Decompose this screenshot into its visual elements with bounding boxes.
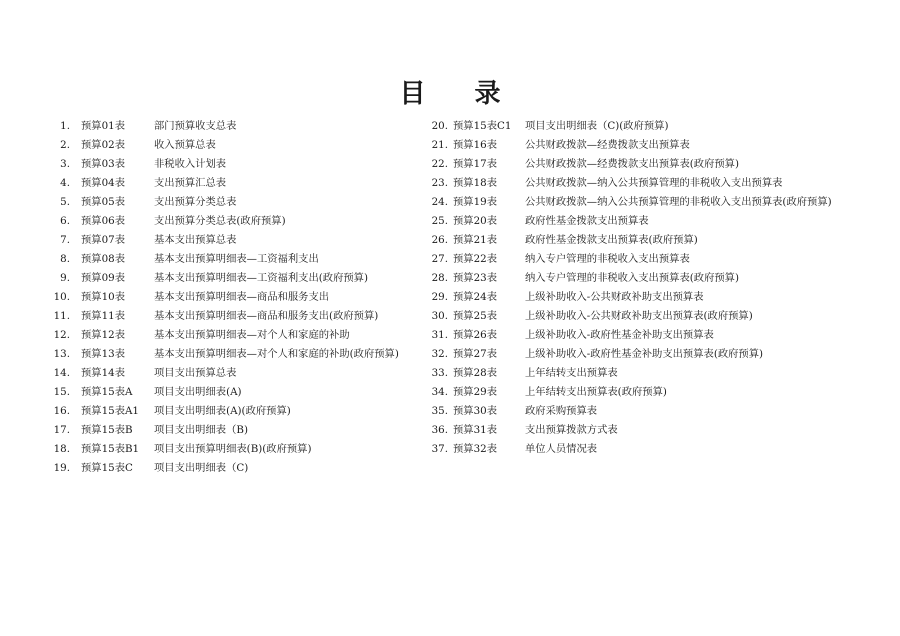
toc-entry-number: 2. — [60, 138, 70, 151]
toc-entry — [48, 211, 420, 230]
toc-entry-number: 1. — [60, 119, 70, 132]
toc-entry — [418, 268, 858, 287]
toc-entry-number: 5. — [60, 195, 70, 208]
toc-entry-name: 项目支出明细表（C)(政府预算) — [525, 119, 669, 132]
toc-entry — [418, 192, 858, 211]
toc-entry-number: 9. — [60, 271, 70, 284]
toc-entry-number: 11. — [53, 309, 70, 322]
toc-entry-name: 项目支出预算明细表(B)(政府预算) — [154, 443, 312, 456]
toc-entry — [418, 154, 858, 173]
toc-entry-code: 预算29表 — [453, 386, 497, 399]
toc-entry-number: 18. — [53, 443, 70, 456]
toc-entry-name: 上年结转支出预算表(政府预算) — [525, 386, 667, 399]
toc-entry — [418, 306, 858, 325]
toc-entry-name: 公共财政拨款—经费拨款支出预算表(政府预算) — [525, 157, 739, 170]
toc-entry-name: 支出预算汇总表 — [154, 176, 227, 189]
toc-entry — [418, 402, 858, 421]
toc-entry-code: 预算06表 — [81, 214, 125, 227]
toc-entry-code: 预算15表B — [81, 424, 133, 437]
toc-entry — [48, 249, 420, 268]
toc-entry-code: 预算17表 — [453, 157, 497, 170]
toc-entry-name: 基本支出预算明细表—商品和服务支出(政府预算) — [154, 309, 379, 322]
toc-entry-number: 33. — [431, 367, 448, 380]
toc-entry-name: 支出预算分类总表(政府预算) — [154, 214, 286, 227]
toc-entry-code: 预算15表C1 — [453, 119, 512, 132]
toc-entry-name: 项目支出预算总表 — [154, 367, 237, 380]
toc-entry-number: 14. — [53, 367, 70, 380]
toc-entry-code: 预算15表A1 — [81, 405, 139, 418]
toc-entry-code: 预算16表 — [453, 138, 497, 151]
toc-entry — [418, 440, 858, 459]
toc-entry-name: 项目支出明细表(A) — [154, 386, 242, 399]
toc-entry-code: 预算08表 — [81, 252, 125, 265]
toc-entry-number: 37. — [431, 443, 448, 456]
toc-entry — [48, 326, 420, 345]
toc-entry-number: 32. — [431, 348, 448, 361]
toc-left-column — [48, 116, 420, 478]
toc-entry-code: 预算31表 — [453, 424, 497, 437]
toc-entry — [48, 383, 420, 402]
toc-entry-name: 公共财政拨款—纳入公共预算管理的非税收入支出预算表(政府预算) — [525, 195, 832, 208]
toc-entry-code: 预算10表 — [81, 290, 125, 303]
toc-entry-number: 6. — [60, 214, 70, 227]
page-title: 目 录 — [399, 79, 521, 109]
toc-entry — [418, 249, 858, 268]
toc-entry-name: 项目支出明细表（B) — [154, 424, 248, 437]
toc-entry — [48, 287, 420, 306]
toc-entry-number: 8. — [60, 252, 70, 265]
toc-entry — [418, 230, 858, 249]
toc-entry — [418, 345, 858, 364]
toc-entry-code: 预算02表 — [81, 138, 125, 151]
toc-entry-code: 预算05表 — [81, 195, 125, 208]
toc-entry-name: 基本支出预算总表 — [154, 233, 237, 246]
toc-entry-number: 30. — [431, 309, 448, 322]
toc-entry-name: 政府性基金拨款支出预算表 — [525, 214, 649, 227]
toc-entry-number: 3. — [60, 157, 70, 170]
toc-entry-number: 23. — [431, 176, 448, 189]
toc-entry-name: 基本支出预算明细表—商品和服务支出 — [154, 290, 330, 303]
toc-entry-name: 纳入专户管理的非税收入支出预算表 — [525, 252, 690, 265]
toc-entry-name: 非税收入计划表 — [154, 157, 227, 170]
toc-entry-number: 22. — [431, 157, 448, 170]
toc-entry — [48, 154, 420, 173]
toc-entry — [48, 173, 420, 192]
toc-entry-code: 预算21表 — [453, 233, 497, 246]
toc-entry-code: 预算32表 — [453, 443, 497, 456]
toc-entry-number: 28. — [431, 271, 448, 284]
toc-entry-name: 基本支出预算明细表—工资福利支出 — [154, 252, 319, 265]
toc-entry-code: 预算26表 — [453, 329, 497, 342]
toc-entry-name: 支出预算分类总表 — [154, 195, 237, 208]
toc-right-column — [418, 116, 858, 459]
toc-entry-code: 预算24表 — [453, 290, 497, 303]
toc-entry-name: 基本支出预算明细表—对个人和家庭的补助(政府预算) — [154, 348, 399, 361]
toc-entry-number: 7. — [60, 233, 70, 246]
toc-entry-number: 36. — [431, 424, 448, 437]
toc-entry-code: 预算12表 — [81, 329, 125, 342]
toc-entry-number: 20. — [431, 119, 448, 132]
toc-entry-code: 预算20表 — [453, 214, 497, 227]
toc-entry — [48, 116, 420, 135]
toc-entry-name: 纳入专户管理的非税收入支出预算表(政府预算) — [525, 271, 739, 284]
toc-entry-code: 预算15表C — [81, 462, 133, 475]
toc-entry — [418, 287, 858, 306]
toc-entry-name: 上级补助收入-公共财政补助支出预算表 — [525, 290, 704, 303]
toc-entry-code: 预算11表 — [81, 309, 125, 322]
toc-entry-code: 预算07表 — [81, 233, 125, 246]
toc-entry — [418, 364, 858, 383]
toc-entry — [48, 135, 420, 154]
toc-entry-number: 19. — [53, 462, 70, 475]
toc-entry — [418, 135, 858, 154]
toc-entry-number: 17. — [53, 424, 70, 437]
toc-entry-name: 上年结转支出预算表 — [525, 367, 618, 380]
toc-entry-code: 预算23表 — [453, 271, 497, 284]
toc-entry-code: 预算15表A — [81, 386, 133, 399]
toc-entry — [48, 440, 420, 459]
toc-entry-number: 13. — [53, 348, 70, 361]
toc-entry — [48, 230, 420, 249]
toc-entry-number: 26. — [431, 233, 448, 246]
toc-entry — [48, 306, 420, 325]
toc-entry-code: 预算27表 — [453, 348, 497, 361]
toc-entry-number: 24. — [431, 195, 448, 208]
toc-entry-name: 部门预算收支总表 — [154, 119, 237, 132]
toc-entry — [48, 364, 420, 383]
toc-entry — [48, 268, 420, 287]
toc-entry-name: 上级补助收入-政府性基金补助支出预算表 — [525, 329, 714, 342]
toc-entry-number: 29. — [431, 290, 448, 303]
toc-entry-code: 预算03表 — [81, 157, 125, 170]
toc-entry-code: 预算25表 — [453, 309, 497, 322]
toc-entry — [48, 345, 420, 364]
toc-entry-name: 项目支出明细表(A)(政府预算) — [154, 405, 291, 418]
toc-entry — [48, 402, 420, 421]
toc-entry-name: 上级补助收入-政府性基金补助支出预算表(政府预算) — [525, 348, 764, 361]
toc-entry-code: 预算04表 — [81, 176, 125, 189]
toc-entry — [48, 192, 420, 211]
toc-entry-name: 上级补助收入-公共财政补助支出预算表(政府预算) — [525, 309, 753, 322]
toc-entry-name: 基本支出预算明细表—对个人和家庭的补助 — [154, 329, 350, 342]
toc-entry-name: 单位人员情况表 — [525, 443, 598, 456]
toc-entry — [418, 173, 858, 192]
toc-entry-code: 预算15表B1 — [81, 443, 140, 456]
toc-entry-name: 政府性基金拨款支出预算表(政府预算) — [525, 233, 698, 246]
toc-entry-name: 基本支出预算明细表—工资福利支出(政府预算) — [154, 271, 368, 284]
toc-entry-code: 预算22表 — [453, 252, 497, 265]
toc-entry-code: 预算30表 — [453, 405, 497, 418]
toc-entry-number: 12. — [53, 329, 70, 342]
toc-entry-code: 预算28表 — [453, 367, 497, 380]
toc-entry-code: 预算19表 — [453, 195, 497, 208]
toc-entry-name: 政府采购预算表 — [525, 405, 598, 418]
toc-entry-number: 34. — [431, 386, 448, 399]
toc-entry-number: 35. — [431, 405, 448, 418]
toc-entry-number: 25. — [431, 214, 448, 227]
toc-entry-name: 公共财政拨款—纳入公共预算管理的非税收入支出预算表 — [525, 176, 783, 189]
toc-entry-name: 项目支出明细表（C) — [154, 462, 249, 475]
toc-entry-number: 21. — [431, 138, 448, 151]
toc-entry — [418, 326, 858, 345]
toc-entry — [418, 211, 858, 230]
toc-entry-number: 4. — [60, 176, 70, 189]
toc-entry-number: 16. — [53, 405, 70, 418]
toc-entry-name: 支出预算拨款方式表 — [525, 424, 618, 437]
toc-entry-number: 27. — [431, 252, 448, 265]
toc-entry-code: 预算18表 — [453, 176, 497, 189]
toc-entry — [418, 383, 858, 402]
toc-entry-code: 预算13表 — [81, 348, 125, 361]
toc-entry — [418, 116, 858, 135]
toc-entry-number: 31. — [431, 329, 448, 342]
toc-entry — [48, 459, 420, 478]
toc-entry-code: 预算01表 — [81, 119, 125, 132]
toc-entry — [48, 421, 420, 440]
toc-entry-name: 收入预算总表 — [154, 138, 216, 151]
toc-entry — [418, 421, 858, 440]
toc-entry-number: 15. — [53, 386, 70, 399]
toc-entry-code: 预算09表 — [81, 271, 125, 284]
toc-entry-number: 10. — [53, 290, 70, 303]
toc-entry-name: 公共财政拨款—经费拨款支出预算表 — [525, 138, 690, 151]
toc-entry-code: 预算14表 — [81, 367, 125, 380]
